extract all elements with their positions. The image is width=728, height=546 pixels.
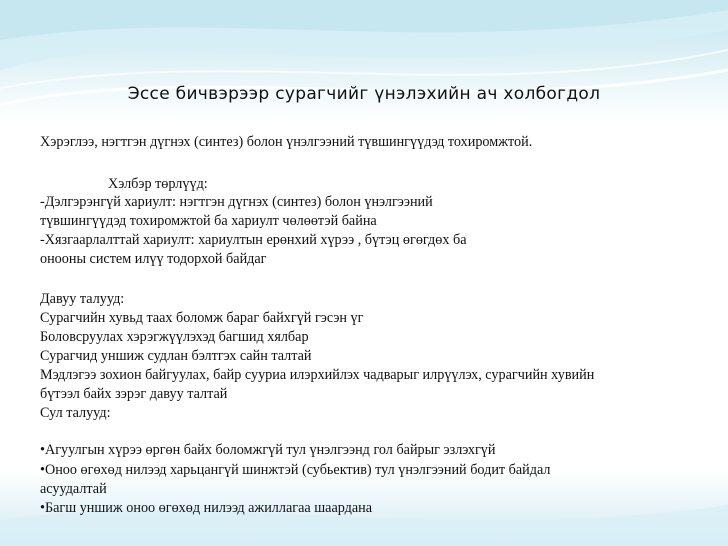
- advantage-item: Сурагчид уншиж судлан бэлтгэх сайн талтай: [40, 348, 312, 364]
- disadvantage-item: •Агуулгын хүрээ өргөн байх боломжгүй тул үнэлгээнд гол байрыг эзлэхгүй: [40, 442, 496, 458]
- disadvantage-item: •Оноо өгөхөд нилээд харьцангүй шинжтэй (субьектив) тул үнэлгээний бодит байдал: [40, 462, 551, 478]
- advantage-item: Боловсруулах хэрэгжүүлэхэд багшид хялбар: [40, 329, 309, 345]
- disadvantage-item: •Багш уншиж оноо өгөхөд нилээд ажиллагаа шаардана: [40, 500, 373, 516]
- restricted-answer-line-2: онооны систем илүү тодорхой байдаг: [40, 251, 267, 267]
- disadvantage-item-continued: асуудалтай: [40, 481, 107, 497]
- detailed-answer-line-1: -Дэлгэрэнгүй хариулт: нэгтгэн дүгнэх (синтез) болон үнэлгээний: [40, 194, 433, 210]
- advantage-item-continued: бүтээл байх зэрэг давуу талтай: [40, 386, 228, 402]
- restricted-answer-line-1: -Хязгаарлалттай хариулт: хариултын ерөнхий хүрээ , бүтэц өгөгдөх ба: [40, 232, 467, 248]
- forms-heading: Хэлбэр төрлүүд:: [108, 176, 208, 192]
- advantage-item: Сурагчийн хувьд таах боломж бараг байхгүй гэсэн үг: [40, 310, 364, 326]
- slide-title: Эссе бичвэрээр сурагчийг үнэлэхийн ач холбогдол: [127, 84, 601, 104]
- detailed-answer-line-2: түвшингүүдэд тохиромжтой ба хариулт чөлөөтэй байна: [40, 213, 377, 229]
- advantage-item: Мэдлэгээ зохион байгуулах, байр сууриа илэрхийлэх чадварыг илрүүлэх, сурагчийн хувийн: [40, 367, 595, 383]
- usage-line: Хэрэглээ, нэгтгэн дүгнэх (синтез) болон үнэлгээний түвшингүүдэд тохиромжтой.: [40, 134, 533, 150]
- advantages-heading: Давуу талууд:: [40, 291, 125, 307]
- disadvantages-heading: Сул талууд:: [40, 405, 111, 421]
